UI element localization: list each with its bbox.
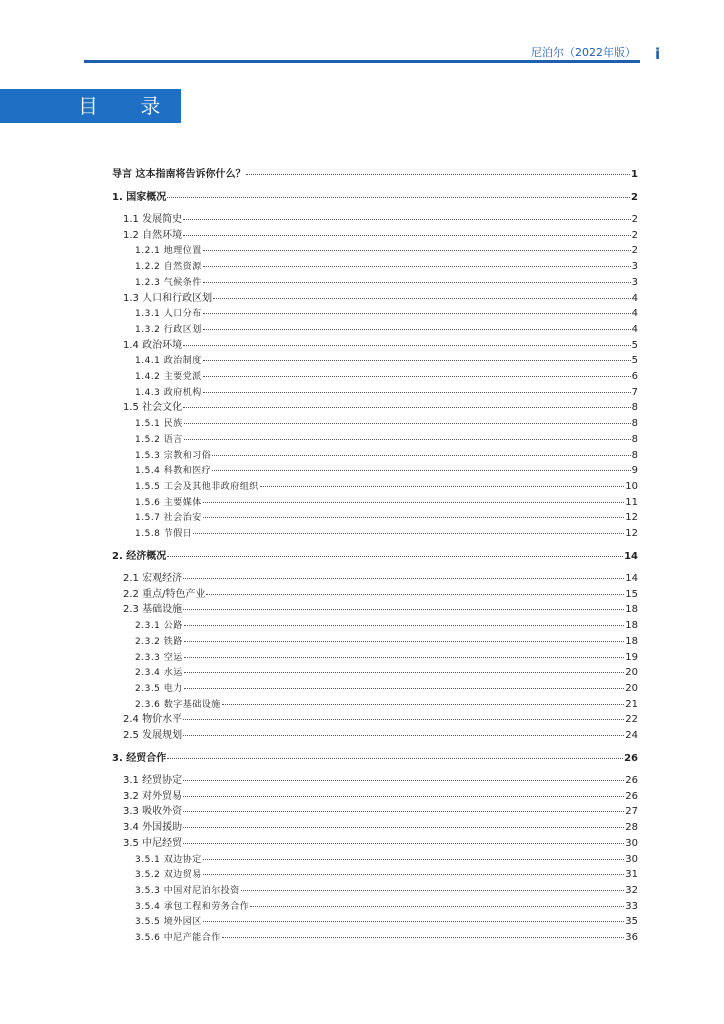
toc-entry-page: 28: [625, 822, 638, 834]
toc-leader-dots: [241, 889, 625, 891]
toc-entry-title: 1.5.4 科教和医疗: [135, 466, 212, 477]
toc-entry[interactable]: [112, 550, 638, 564]
toc-entry-page: 22: [625, 714, 638, 726]
toc-entry-title: 1.1 发展简史: [123, 214, 183, 225]
toc-leader-dots: [183, 795, 624, 797]
toc-entry-page: 20: [625, 667, 638, 679]
toc-entry[interactable]: [112, 401, 638, 415]
toc-entry[interactable]: [112, 229, 638, 243]
toc-entry-page: 3: [631, 276, 638, 288]
toc-entry-title: 1. 国家概况: [112, 192, 167, 203]
page-number: i: [655, 45, 661, 63]
toc-entry-page: 14: [624, 551, 638, 562]
toc-entry-page: 31: [625, 869, 638, 881]
toc-leader-dots: [183, 734, 624, 736]
toc-entry[interactable]: [112, 496, 638, 510]
toc-leader-dots: [213, 297, 631, 299]
toc-entry-page: 4: [631, 308, 638, 320]
toc-leader-dots: [212, 469, 630, 471]
toc-entry[interactable]: [112, 868, 638, 882]
toc-leader-dots: [193, 532, 624, 534]
toc-entry-page: 14: [625, 573, 638, 584]
toc-entry[interactable]: [112, 774, 638, 788]
toc-entry-page: 8: [631, 433, 638, 445]
toc-entry-title: 2.3.6 数字基础设施: [135, 699, 221, 710]
toc-leader-dots: [203, 328, 631, 330]
toc-entry-title: 1.3 人口和行政区划: [123, 292, 213, 304]
toc-entry-title: 1.5.7 社会治安: [135, 513, 202, 524]
toc-entry[interactable]: [112, 572, 638, 586]
toc-entry-page: 11: [625, 496, 638, 508]
toc-entry-title: 3.5.3 中国对尼泊尔投资: [135, 885, 240, 896]
toc-entry-page: 2: [631, 214, 638, 225]
toc-entry-title: 1.5.1 民族: [135, 419, 183, 430]
toc-entry[interactable]: [112, 666, 638, 680]
toc-entry[interactable]: [112, 464, 638, 478]
toc-leader-dots: [184, 624, 625, 626]
toc-leader-dots: [212, 454, 630, 456]
toc-entry-page: 26: [625, 775, 638, 786]
toc-leader-dots: [183, 577, 624, 579]
toc-leader-dots: [183, 608, 624, 610]
toc-leader-dots: [183, 406, 631, 408]
toc-entry-title: 2.5 发展规划: [123, 730, 183, 741]
toc-entry[interactable]: [112, 168, 638, 182]
toc-leader-dots: [203, 516, 625, 518]
toc-leader-dots: [184, 640, 625, 642]
toc-leader-dots: [203, 873, 625, 875]
toc-entry-title: 1.2.3 气候条件: [135, 277, 202, 288]
toc-leader-dots: [183, 810, 624, 812]
toc-entry[interactable]: [112, 480, 638, 494]
toc-entry[interactable]: [112, 511, 638, 525]
running-header-title: 尼泊尔（2022年版）: [531, 46, 636, 59]
toc-entry[interactable]: [112, 244, 638, 258]
toc-leader-dots: [222, 936, 625, 938]
toc-entry-page: 15: [625, 588, 638, 600]
toc-entry-title: 2.3.2 铁路: [135, 636, 183, 647]
toc-leader-dots: [183, 842, 624, 844]
toc-entry[interactable]: [112, 276, 638, 290]
toc-entry-title: 1.2 自然环境: [123, 229, 183, 241]
toc-leader-dots: [183, 718, 624, 720]
toc-entry[interactable]: [112, 651, 638, 665]
toc-leader-dots: [222, 703, 625, 705]
toc-entry[interactable]: [112, 588, 638, 602]
toc-entry[interactable]: [112, 370, 638, 384]
toc-entry-title: 1.3.2 行政区划: [135, 324, 202, 335]
toc-leader-dots: [203, 312, 631, 314]
toc-entry-page: 2: [631, 192, 638, 203]
toc-leader-dots: [183, 234, 631, 236]
toc-entry[interactable]: [112, 752, 638, 766]
toc-leader-dots: [203, 359, 631, 361]
toc-entry-title: 2.3.5 电力: [135, 683, 183, 694]
toc-leader-dots: [167, 196, 630, 198]
toc-entry-page: 18: [625, 620, 638, 632]
toc-entry-title: 2.3.4 水运: [135, 668, 183, 679]
toc-entry-page: 9: [631, 465, 638, 477]
toc-entry-title: 3.5.2 双边贸易: [135, 870, 202, 881]
toc-leader-dots: [184, 671, 625, 673]
toc-entry-page: 12: [625, 528, 638, 539]
toc-entry[interactable]: [112, 853, 638, 867]
toc-leader-dots: [203, 920, 625, 922]
toc-leader-dots: [184, 438, 631, 440]
toc-entry-title: 1.2.2 自然资源: [135, 262, 202, 273]
toc-entry[interactable]: [112, 805, 638, 819]
toc-entry-title: 1.2.1 地理位置: [135, 246, 202, 257]
toc-entry-title: 1.5.6 主要媒体: [135, 497, 202, 508]
toc-entry[interactable]: [112, 821, 638, 835]
toc-leader-dots: [183, 826, 624, 828]
toc-entry[interactable]: [112, 931, 638, 945]
toc-entry-page: 10: [625, 480, 638, 492]
toc-entry[interactable]: [112, 837, 638, 851]
toc-entry-page: 36: [625, 932, 638, 943]
toc-entry-title: 2.3 基础设施: [123, 604, 183, 616]
toc-entry-title: 2.3.3 空运: [135, 652, 183, 663]
toc-entry-title: 1.3.1 人口分布: [135, 309, 202, 320]
toc-leader-dots: [203, 858, 625, 860]
toc-entry-page: 30: [625, 853, 638, 865]
toc-entry[interactable]: [112, 635, 638, 649]
toc-entry-title: 3.4 外国援助: [123, 822, 183, 834]
toc-entry-title: 2. 经济概况: [112, 551, 167, 562]
toc-leader-dots: [184, 656, 625, 658]
toc-entry-page: 27: [625, 806, 638, 818]
toc-entry[interactable]: [112, 790, 638, 804]
toc-entry[interactable]: [112, 900, 638, 914]
toc-entry-page: 18: [625, 635, 638, 647]
toc-entry-page: 19: [625, 651, 638, 663]
toc-entry[interactable]: [112, 619, 638, 633]
toc-entry-page: 3: [631, 261, 638, 273]
toc-leader-dots: [203, 501, 625, 503]
toc-entry-page: 35: [625, 916, 638, 928]
toc-leader-dots: [167, 555, 623, 557]
toc-entry-page: 5: [631, 339, 638, 351]
toc-entry-title: 3.5.6 中尼产能合作: [135, 933, 221, 943]
toc-entry-page: 20: [625, 682, 638, 694]
toc-entry-title: 3.3 吸收外资: [123, 806, 183, 818]
toc-entry[interactable]: [112, 292, 638, 306]
toc-leader-dots: [203, 281, 631, 283]
toc-entry-page: 7: [631, 386, 638, 398]
toc-entry-page: 26: [625, 790, 638, 802]
toc-entry-page: 12: [625, 512, 638, 524]
toc-entry-title: 2.2 重点/特色产业: [123, 588, 206, 600]
toc-leader-dots: [260, 485, 625, 487]
toc-entry-page: 21: [625, 698, 638, 710]
toc-entry-title: 3.2 对外贸易: [123, 790, 183, 802]
toc-leader-dots: [183, 779, 624, 781]
toc-entry-page: 4: [631, 292, 638, 304]
toc-entry[interactable]: [112, 915, 638, 929]
toc-entry[interactable]: [112, 417, 638, 431]
toc-entry-title: 3.5.5 境外园区: [135, 917, 202, 928]
toc-leader-dots: [184, 687, 625, 689]
toc-entry[interactable]: [112, 386, 638, 400]
toc-entry-page: 1: [631, 169, 638, 180]
toc-entry-page: 6: [631, 371, 638, 382]
toc-entry-title: 2.1 宏观经济: [123, 573, 183, 584]
toc-entry-page: 26: [624, 753, 638, 764]
toc-leader-dots: [206, 593, 624, 595]
toc-entry-page: 30: [625, 837, 638, 849]
toc-entry-page: 8: [631, 418, 638, 430]
toc-entry[interactable]: [112, 323, 638, 337]
toc-entry[interactable]: [112, 527, 638, 541]
toc-entry-title: 3.5.4 承包工程和劳务合作: [135, 901, 250, 912]
toc-leader-dots: [203, 375, 631, 377]
toc-entry-page: 4: [631, 323, 638, 335]
toc-entry[interactable]: [112, 449, 638, 463]
toc-entry[interactable]: [112, 213, 638, 227]
toc-entry-title: 1.5.5 工会及其他非政府组织: [135, 481, 259, 492]
toc-entry[interactable]: [112, 339, 638, 353]
toc-entry-page: 18: [625, 604, 638, 616]
toc-entry-title: 2.3.1 公路: [135, 621, 183, 632]
toc-entry-title: 1.4.1 政治制度: [135, 356, 202, 367]
toc-entry-page: 32: [625, 884, 638, 896]
toc-entry-page: 33: [625, 900, 638, 912]
toc-entry[interactable]: [112, 698, 638, 712]
toc-leader-dots: [167, 757, 623, 759]
toc-entry-title: 3.5 中尼经贸: [123, 837, 183, 849]
toc-entry-page: 2: [631, 229, 638, 241]
toc-leader-dots: [184, 422, 631, 424]
toc-leader-dots: [250, 905, 624, 907]
toc-entry-page: 24: [625, 730, 638, 741]
toc-entry-page: 8: [631, 449, 638, 461]
toc-entry[interactable]: [112, 307, 638, 321]
toc-leader-dots: [183, 344, 631, 346]
toc-entry-title: 1.5.8 节假日: [135, 529, 193, 539]
toc-leader-dots: [203, 391, 631, 393]
header-rule: [84, 60, 640, 63]
toc-leader-dots: [246, 173, 630, 175]
toc-entry-title: 1.5 社会文化: [123, 402, 183, 414]
toc-entry-page: 8: [631, 402, 638, 414]
toc-entry[interactable]: [112, 603, 638, 617]
toc-entry-page: 2: [631, 245, 638, 257]
toc-entry[interactable]: [112, 884, 638, 898]
toc-entry[interactable]: [112, 682, 638, 696]
toc-leader-dots: [183, 218, 631, 220]
toc-leader-dots: [203, 249, 631, 251]
toc-entry[interactable]: [112, 354, 638, 368]
toc-entry-title: 3.5.1 双边协定: [135, 854, 202, 865]
toc-entry[interactable]: [112, 433, 638, 447]
toc-entry-title: 1.4.3 政府机构: [135, 387, 202, 398]
toc-entry-title: 2.4 物价水平: [123, 714, 183, 726]
toc-entry-title: 1.4.2 主要党派: [135, 372, 202, 382]
toc-entry-title: 导言 这本指南将告诉你什么？: [112, 169, 246, 180]
toc-title-banner: 目 录: [0, 89, 181, 123]
toc-entry-title: 3.1 经贸协定: [123, 775, 183, 786]
toc-entry-title: 1.5.3 宗教和习俗: [135, 450, 212, 461]
toc-entry-title: 3. 经贸合作: [112, 753, 167, 764]
toc-entry[interactable]: [112, 729, 638, 743]
toc-entry[interactable]: [112, 191, 638, 205]
toc-entry-title: 1.4 政治环境: [123, 339, 183, 351]
toc-entry-title: 1.5.2 语言: [135, 434, 183, 445]
toc-entry-page: 5: [631, 355, 638, 367]
toc-entry[interactable]: [112, 713, 638, 727]
toc-leader-dots: [203, 265, 631, 267]
toc-entry[interactable]: [112, 260, 638, 274]
